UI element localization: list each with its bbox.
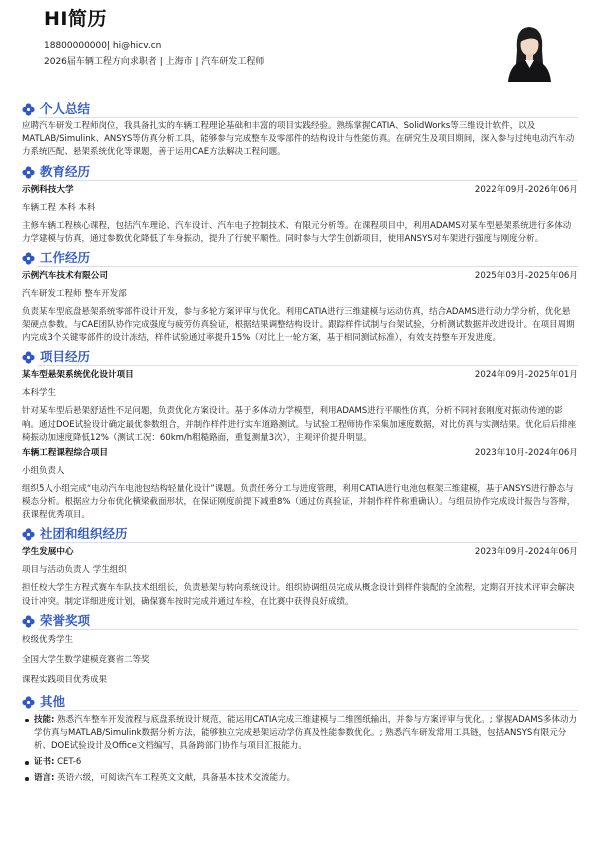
flower-icon: [22, 528, 35, 541]
section-header: [22, 165, 578, 181]
activities-section: [22, 527, 578, 608]
section-title: 社团和组织经历: [40, 526, 128, 542]
project-date: 2024年09月-2025年01月: [474, 370, 578, 381]
section-divider: [38, 710, 578, 711]
company-name: 示例汽车技术有限公司: [22, 270, 108, 281]
section-title: 其他: [40, 693, 66, 709]
job-intent: 2026届车辆工程方向求职者 | 上海市 | 汽车研发工程师: [44, 57, 265, 67]
activity-text: 担任校大学生方程式赛车车队技术组组长，负责悬架与转向系统设计。组织协调组员完成从概念设计到样件装配的全流程，定期召开技术评审会解决设计冲突。制定详细进度计划，确保赛车按时完成并通过车检，在比赛中获得良好成绩。: [22, 583, 575, 607]
project-text: 针对某车型后悬架舒适性不足问题，负责优化方案设计。基于多体动力学模型，利用ADAMS进行平顺性仿真，分析不同衬套刚度对振动传递的影响。通过DOE试验设计确定最优参数组合，并制作样件进行实车道路测试。与试验工程师协作采集加速度数据，对比仿真与实测结果。优化后后排座椅振动加速度降低12%（测试工况：60km/h粗糙路面，重复测量3次），主观评价提升明显。: [22, 406, 577, 443]
resume-name: HI简历: [44, 8, 107, 30]
item-label: 证书:: [34, 757, 55, 768]
flower-icon: [22, 252, 35, 265]
flower-icon: [22, 166, 35, 179]
section-divider: [38, 365, 578, 366]
resume-header: [22, 0, 578, 92]
certificate-item: [22, 756, 578, 769]
education-section: [22, 165, 578, 246]
honors-list: [22, 634, 578, 692]
flower-icon: [22, 615, 35, 628]
item-text: 英语六级，可阅读汽车工程英文文献，具备基本技术交流能力。: [57, 773, 296, 784]
section-header: [22, 251, 578, 267]
item-label: 语言:: [34, 773, 55, 784]
section-title: 项目经历: [40, 349, 91, 365]
work-text: 负责某车型底盘悬架系统零部件设计开发，参与多轮方案评审与优化。利用CATIA进行三维建模与运动仿真，结合ADAMS进行动力学分析，优化悬架硬点参数。与CAE团队协作完成强度与疲劳仿真验证，根据结果调整结构设计。跟踪样件试制与台架试验，分析测试数据并改进设计。在项目周期内完成3个关键零部件的设计冻结，样件试验通过率提升15%（对比上一轮方案，基于相同测试标准），有效支持整车开发进度。: [22, 306, 575, 344]
portrait-icon: [502, 20, 556, 82]
section-header: [22, 695, 578, 711]
others-list: [22, 714, 578, 786]
avatar-photo: [502, 20, 556, 82]
org-name: 学生发展中心: [22, 547, 74, 558]
honor-item: 全国大学生数学建模竞赛省二等奖: [22, 654, 150, 665]
activity-role: 项目与活动负责人 学生组织: [22, 565, 127, 576]
item-text: 熟悉汽车整车开发流程与底盘系统设计规范，能运用CATIA完成三维建模与二维图纸输出，并参与方案评审与优化。; 掌握ADAMS多体动力学仿真与MATLAB/Simulink数据分析方法，能够独立完成悬架运动学仿真及性能参数优化。; 熟悉汽车研发常用工具链，包括ANSYS有限元分析、DOE试验设计及Office文档编写，具备跨部门协作与项目汇报能力。: [34, 714, 578, 752]
section-header: [22, 350, 578, 366]
project-name: 某车型悬架系统优化设计项目: [22, 370, 134, 381]
flower-icon: [22, 696, 35, 709]
work-section: [22, 251, 578, 346]
section-divider: [38, 180, 578, 181]
contact-info: 18800000000| hi@hicv.cn: [44, 41, 162, 51]
honors-section: [22, 614, 578, 692]
section-header: [22, 527, 578, 543]
honor-item: 课程实践项目优秀成果: [22, 674, 108, 685]
section-title: 个人总结: [40, 101, 91, 116]
section-title: 工作经历: [40, 249, 91, 265]
activity-row: [22, 546, 578, 560]
section-header: [22, 102, 578, 118]
project-text: 组织5人小组完成“电动汽车电池包结构轻量化设计”课题。负责任务分工与进度管理，利用CATIA进行电池包框架三维建模，基于ANSYS进行静态与模态分析。根据应力分布优化横梁截面形状，在保证刚度前提下减重8%（通过仿真验证，并制作样件称重确认）。与组员协作完成设计报告与答辩，获课程优秀项目。: [22, 483, 576, 521]
summary-text: 应聘汽车研发工程师岗位，我具备扎实的车辆工程理论基础和丰富的项目实践经验。熟练掌握CATIA、SolidWorks等三维设计软件，以及MATLAB/Simulink、ANSYS等仿真分析工具，能够参与完成整车及零部件的结构设计与性能仿真。在研究生及项目期间，深入参与过纯电动汽车动力系统匹配、悬架系统优化等课题，善于运用CAE方法解决工程问题。: [22, 121, 575, 158]
section-header: [22, 614, 578, 630]
work-role: 汽车研发工程师 整车开发部: [22, 288, 127, 299]
work-date: 2025年03月-2025年06月: [474, 270, 578, 281]
project-role: 本科学生: [22, 388, 57, 399]
flower-icon: [22, 351, 35, 364]
language-item: [22, 772, 578, 785]
section-divider: [38, 629, 578, 630]
skills-item: [22, 714, 578, 754]
section-title: 教育经历: [40, 163, 91, 179]
summary-section: [22, 102, 578, 160]
projects-section: [22, 350, 578, 522]
education-text: 主修车辆工程核心课程，包括汽车理论、汽车设计、汽车电子控制技术、有限元分析等。在课程项目中，利用ADAMS对某车型悬架系统进行多体动力学建模与仿真，通过参数优化降低了车身振动，提升了行驶平顺性。同时参与大学生创新项目，使用ANSYS对车架进行强度与刚度分析。: [22, 220, 572, 244]
education-major: 车辆工程 本科 本科: [22, 202, 96, 213]
others-section: [22, 695, 578, 786]
project-name: 车辆工程课程综合项目: [22, 447, 108, 458]
activity-date: 2023年09月-2024年06月: [474, 547, 578, 558]
section-divider: [38, 117, 578, 118]
project-row: [22, 447, 578, 461]
flower-icon: [22, 103, 35, 116]
section-divider: [38, 266, 578, 267]
section-title: 荣誉奖项: [40, 612, 91, 628]
project-role: 小组负责人: [22, 465, 65, 476]
education-date: 2022年09月-2026年06月: [474, 184, 578, 195]
item-text: CET-6: [57, 757, 82, 768]
honor-item: 校级优秀学生: [22, 634, 74, 645]
project-row: [22, 369, 578, 383]
work-row: [22, 270, 578, 284]
item-label: 技能:: [34, 714, 55, 725]
section-divider: [38, 542, 578, 543]
education-row: [22, 184, 578, 198]
project-date: 2023年10月-2024年06月: [474, 447, 578, 458]
school-name: 示例科技大学: [22, 184, 74, 195]
